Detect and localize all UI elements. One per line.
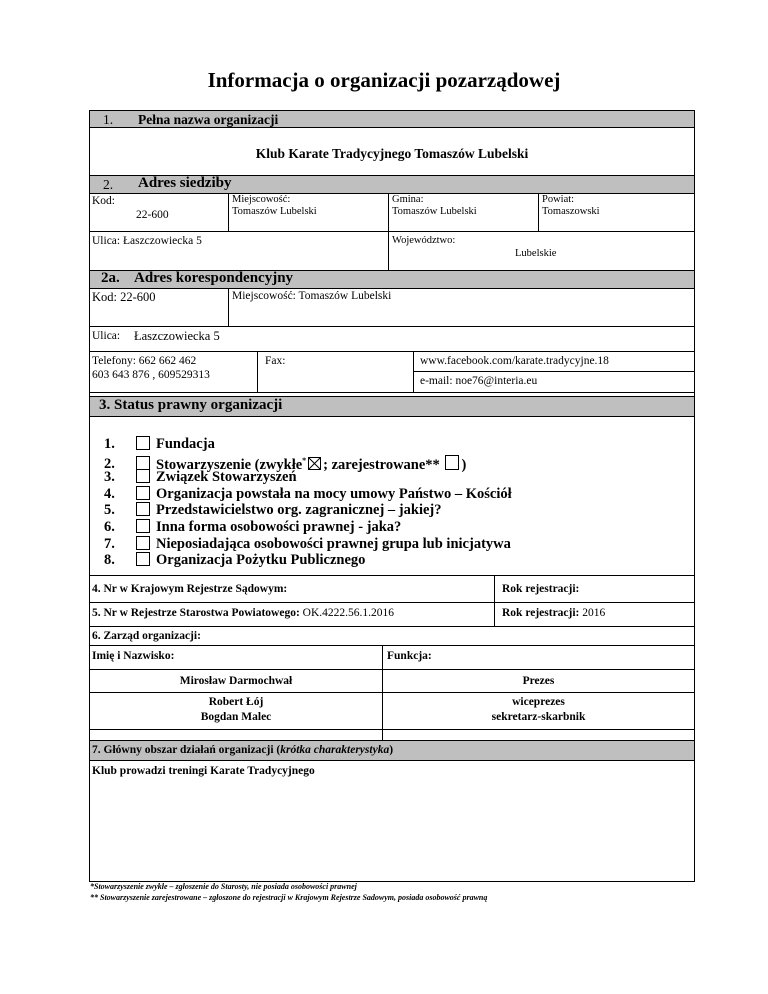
member-role: wiceprezes xyxy=(512,696,565,708)
email: e-mail: noe76@interia.eu xyxy=(420,375,538,387)
correspondence-block xyxy=(89,288,695,412)
footnote-1: *Stowarzyszenie zwykłe – zgłoszenie do Starosty, nie posiada osobowości prawnej xyxy=(90,882,357,891)
zarzad-col-name: Imię i Nazwisko: xyxy=(92,650,175,662)
starostwo-value: OK.4222.56.1.2016 xyxy=(302,607,395,619)
status-item: 1. Fundacja xyxy=(104,436,215,452)
corr-ulica-value: Łaszczowiecka 5 xyxy=(134,329,220,343)
checkbox-zwiazek[interactable] xyxy=(136,469,150,483)
section-1-number: 1. xyxy=(103,112,114,127)
status-item: 7. Nieposiadająca osobowości prawnej grupa lub inicjatywa xyxy=(104,535,511,552)
fax: Fax: xyxy=(265,355,286,367)
page-title: Informacja o organizacji pozarządowej xyxy=(207,68,561,92)
corr-miejscowosc: Miejscowość: Tomaszów Lubelski xyxy=(232,290,392,302)
telefony: Telefony: 662 662 462 xyxy=(92,355,197,367)
status-item: 4. Organizacja powstała na mocy umowy Państwo – Kościół xyxy=(104,485,512,502)
member-role: sekretarz-skarbnik xyxy=(491,711,586,723)
status-list xyxy=(104,436,512,569)
section-7-value: Klub prowadzi treningi Karate Tradycyjnego xyxy=(92,765,315,777)
zarzad-col-function: Funkcja: xyxy=(387,650,432,662)
miejscowosc-label: Miejscowość: xyxy=(232,194,291,205)
checkbox-nieposiadajaca[interactable] xyxy=(136,536,150,550)
wojewodztwo-value: Lubelskie xyxy=(515,248,557,259)
ulica: Ulica: Łaszczowiecka 5 xyxy=(92,235,202,247)
www: www.facebook.com/karate.tradycyjne.18 xyxy=(420,355,609,367)
status-item: 2. Stowarzyszenie (zwykłe* ; zarejestrowane** ) xyxy=(104,455,467,473)
zarzad-header xyxy=(89,626,695,646)
member-role: Prezes xyxy=(522,675,555,687)
status-item: 6. Inna forma osobowości prawnej - jaka? xyxy=(104,518,402,535)
zarzad-label: 6. Zarząd organizacji: xyxy=(92,630,201,642)
checkbox-panstwo-kosciol[interactable] xyxy=(136,486,150,500)
member-name: Robert Łój xyxy=(208,696,264,708)
organization-name: Klub Karate Tradycyjnego Tomaszów Lubelski xyxy=(255,146,529,161)
organization-name-field xyxy=(89,127,695,176)
section-7-label: 7. Główny obszar działań organizacji (krótka charakterystyka) xyxy=(92,744,394,756)
gmina-value: Tomaszów Lubelski xyxy=(392,206,477,217)
address-block xyxy=(89,193,695,271)
checkbox-przedstawicielstwo[interactable] xyxy=(136,502,150,516)
zarzad-table xyxy=(89,645,695,741)
footnote-2: ** Stowarzyszenie zarejestrowane – zgłoszone do rejestracji w Krajowym Rejestrze Sadowym, posiada osobowość prawną xyxy=(90,893,488,902)
section-2a-number: 2a. xyxy=(101,270,120,286)
kod-label: Kod: xyxy=(92,195,115,207)
section-1-label: Pełna nazwa organizacji xyxy=(138,112,279,127)
section-3-label: 3. Status prawny organizacji xyxy=(99,397,283,413)
miejscowosc-value: Tomaszów Lubelski xyxy=(232,206,317,217)
section-1-header xyxy=(89,110,695,128)
checkbox-inna-forma[interactable] xyxy=(136,519,150,533)
starostwo-rok-value: 2016 xyxy=(582,607,606,619)
checkbox-fundacja[interactable] xyxy=(136,436,150,450)
wojewodztwo-label: Województwo: xyxy=(392,235,456,246)
section-3-header xyxy=(89,396,695,417)
section-2-header xyxy=(89,175,695,194)
gmina-label: Gmina: xyxy=(392,194,424,205)
section-2a-label: Adres korespondencyjny xyxy=(134,270,294,286)
telefony-more: 603 643 876 , 609529313 xyxy=(92,369,210,381)
checkbox-zarejestrowane[interactable] xyxy=(445,455,459,470)
status-item: 5. Przedstawicielstwo org. zagranicznej – jakiej? xyxy=(104,502,442,519)
powiat-label: Powiat: xyxy=(542,194,575,205)
powiat-value: Tomaszowski xyxy=(542,206,600,217)
corr-ulica-label: Ulica: xyxy=(92,330,121,342)
section-2-number: 2. xyxy=(103,177,114,192)
status-item: 8. Organizacja Pożytku Publicznego xyxy=(104,552,366,569)
section-2a-header xyxy=(89,270,695,289)
member-name: Mirosław Darmochwał xyxy=(179,675,293,687)
krs-label: 4. Nr w Krajowym Rejestrze Sądowym: xyxy=(92,583,288,595)
starostwo-rok: Rok rejestracji: 2016 xyxy=(502,607,606,619)
status-item: 3. Związek Stowarzyszeń xyxy=(104,469,297,486)
section-7-body xyxy=(89,760,695,882)
section-7-header xyxy=(89,740,695,761)
section-2-label: Adres siedziby xyxy=(138,175,232,191)
krs-row xyxy=(89,575,695,603)
starostwo-row xyxy=(89,602,695,627)
krs-rok-label: Rok rejestracji: xyxy=(502,583,580,595)
starostwo-label: 5. Nr w Rejestrze Starostwa Powiatowego: OK.4222.56.1.2016 xyxy=(92,607,395,619)
corr-kod: Kod: 22-600 xyxy=(92,290,156,304)
member-name: Bogdan Malec xyxy=(200,711,272,723)
kod-value: 22-600 xyxy=(136,209,169,221)
checkbox-opp[interactable] xyxy=(136,552,150,566)
